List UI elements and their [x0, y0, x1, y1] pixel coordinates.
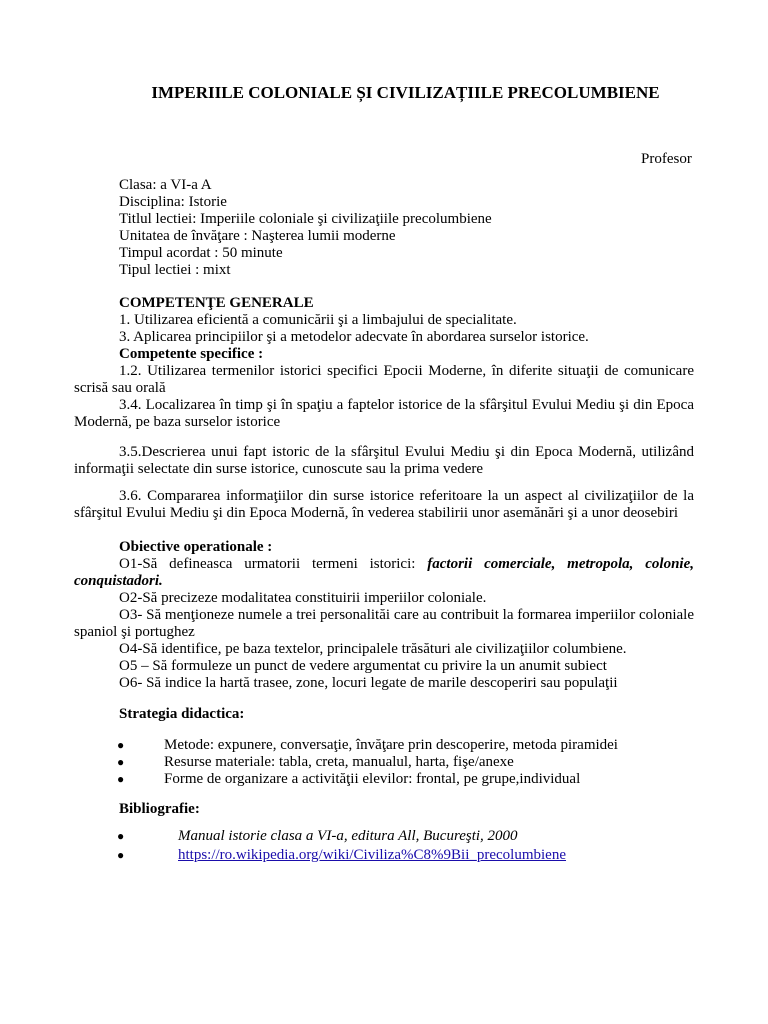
bibliografie-list: [119, 828, 719, 864]
bullet-icon: ●: [117, 829, 125, 843]
bibliografie-heading: Bibliografie:: [119, 801, 200, 817]
bibliografie-wikipedia-link[interactable]: https://ro.wikipedia.org/wiki/Civiliza%C8%9Bii_precolumbiene: [178, 847, 567, 863]
competenta-1-2: 1.2. Utilizarea termenilor istorici specifici Epocii Moderne, în diferite situaţii de comunicare scrisă sau orală: [74, 363, 694, 396]
obiective-heading: Obiective operationale :: [119, 539, 273, 555]
strategia-list: [119, 737, 719, 788]
meta-tipul: Tipul lectiei : mixt: [119, 262, 231, 278]
obiectiv-o1-text: O1-Să defineasca urmatorii termeni istorici:: [119, 556, 428, 572]
bullet-icon: ●: [117, 848, 125, 862]
strategia-metode: Metode: expunere, conversaţie, învăţare prin descoperire, metoda piramidei: [164, 737, 618, 753]
competenta-generala-1: 1. Utilizarea eficientă a comunicării şi a limbajului de specialitate.: [119, 312, 517, 328]
bullet-icon: ●: [117, 755, 125, 769]
obiectiv-o2: O2-Să precizeze modalitatea constituirii imperiilor coloniale.: [119, 590, 487, 606]
strategia-heading: Strategia didactica:: [119, 706, 245, 722]
bullet-icon: ●: [117, 738, 125, 752]
strategia-resurse: Resurse materiale: tabla, creta, manualul, harta, fişe/anexe: [164, 754, 514, 770]
list-item: [119, 754, 719, 771]
obiectiv-o5: O5 – Să formuleze un punct de vedere argumentat cu privire la un anumit subiect: [119, 658, 607, 674]
obiectiv-o6: O6- Să indice la hartă trasee, zone, locuri legate de marile descoperiri sau populaţii: [119, 675, 618, 691]
list-item: [119, 828, 719, 845]
obiectiv-o1-terms: factorii comerciale, metropola, colonie, conquistadori.: [74, 556, 694, 589]
competenta-3-6: 3.6. Compararea informaţiilor din surse istorice referitoare la un aspect al civilizaţiilor de la sfârşitul Evului Mediu şi din Epoca Modernă, în vederea stabilirii unor asemănări şi a unor deosebiri: [74, 488, 694, 521]
bullet-icon: ●: [117, 772, 125, 786]
profesor-label: Profesor: [641, 151, 692, 167]
meta-clasa: Clasa: a VI-a A: [119, 177, 212, 193]
obiectiv-o4: O4-Să identifice, pe baza textelor, principalele trăsături ale civilizaţiilor columbiene.: [119, 641, 627, 657]
bibliografie-manual: Manual istorie clasa a VI-a, editura All, Bucureşti, 2000: [178, 828, 518, 844]
meta-unitatea: Unitatea de învăţare : Naşterea lumii moderne: [119, 228, 396, 244]
competente-specifice-heading: Competente specifice :: [119, 346, 264, 362]
competenta-3-5: 3.5.Descrierea unui fapt istoric de la sfârşitul Evului Mediu şi din Epoca Modernă, utilizând informaţii selectate din surse istorice, cunoscute sau la prima vedere: [74, 444, 694, 477]
competenta-3-4: 3.4. Localizarea în timp şi în spaţiu a faptelor istorice de la sfârşitul Evului Mediu şi din Epoca Modernă, pe baza surselor istorice: [74, 397, 694, 430]
list-item: [119, 737, 719, 754]
list-item: [119, 847, 719, 864]
meta-timpul: Timpul acordat : 50 minute: [119, 245, 283, 261]
meta-titlul: Titlul lectiei: Imperiile coloniale şi civilizaţiile precolumbiene: [119, 211, 492, 227]
list-item: [119, 771, 719, 788]
document-title: IMPERIILE COLONIALE ȘI CIVILIZAȚIILE PRECOLUMBIENE: [151, 83, 660, 102]
obiectiv-o1: [74, 556, 694, 590]
strategia-forme: Forme de organizare a activităţii elevilor: frontal, pe grupe,individual: [164, 771, 581, 787]
obiectiv-o3: O3- Să menţioneze numele a trei personalităi care au contribuit la formarea imperiilor coloniale spaniol şi portughez: [74, 607, 694, 640]
lesson-metadata: [119, 177, 492, 279]
competente-generale-heading: COMPETENŢE GENERALE: [119, 295, 314, 311]
competenta-generala-3: 3. Aplicarea principiilor şi a metodelor adecvate în abordarea surselor istorice.: [119, 329, 589, 345]
meta-disciplina: Disciplina: Istorie: [119, 194, 227, 210]
